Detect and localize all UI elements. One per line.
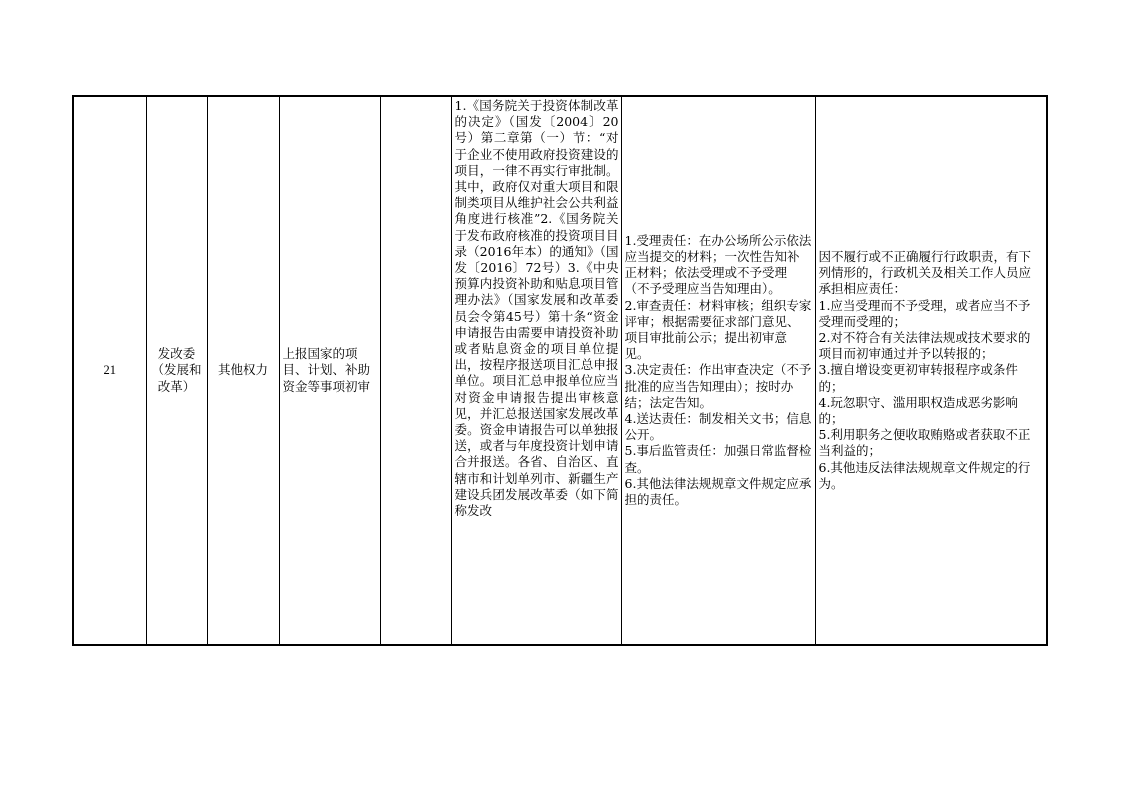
department-name: 发改委（发展和改革） <box>151 346 202 394</box>
row-number-cell <box>73 96 146 645</box>
responsibility-cell <box>621 96 815 645</box>
liability-item: 3.擅自增设变更初审转报程序或条件的； <box>818 362 1018 394</box>
liability-item: 2.对不符合有关法律法规或技术要求的项目而初审通过并予以转报的； <box>818 329 1031 362</box>
department-cell <box>146 96 207 645</box>
legal-basis-text: 1.《国务院关于投资体制改革的决定》（国发〔2004〕20号）第二章第（一）节：“对于企业不使用政府投资建设的项目，一律不再实行审批制。其中，政府仅对重大项目和限制类项目从维护社会公共利益角度进行核准”2.《国务院关于发布政府核准的投资项目目录（2016年本）的通知》（国发〔2016〕72号）3.《中央预算内投资补助和贴息项目管理办法》（国家发展和改革委员会令第45号）第十条“资金申请报告由需要申请投资补助或者贴息资金的项目单位提出，按程序报送项目汇总申报单位。项目汇总申报单位应当对资金申请报告提出审核意见，并汇总报送国家发展改革委。资金申请报告可以单独报送，或者与年度投资计划申请合并报送。各省、自治区、直辖市和计划单列市、新疆生产建设兵团发展改革委（如下简称发改 <box>454 98 619 519</box>
item-name-cell <box>279 96 380 645</box>
liability-item: 6.其他违反法律法规规章文件规定的行为。 <box>818 459 1031 491</box>
liability-cell <box>815 96 1047 645</box>
power-type: 其他权力 <box>217 362 268 378</box>
responsibility-item: 2.审查责任：材料审核；组织专家评审；根据需要征求部门意见、项目审批前公示；提出初审意见。 <box>624 297 812 362</box>
responsibility-item: 3.决定责任：作出审查决定（不予批准的应当告知理由）；按时办结；法定告知。 <box>624 362 812 410</box>
liability-item: 5.利用职务之便收取贿赂或者获取不正当利益的； <box>818 427 1031 459</box>
power-list-table <box>72 95 1048 646</box>
responsibility-item: 5.事后监管责任：加强日常监督检查。 <box>624 443 812 475</box>
liability-item: 1.应当受理而不予受理，或者应当不予受理而受理的； <box>818 297 1031 329</box>
row-number: 21 <box>103 363 116 378</box>
empty-cell <box>380 96 451 645</box>
legal-basis-cell <box>451 96 621 645</box>
power-list-table-page <box>72 95 1046 646</box>
item-name: 上报国家的项目、计划、补助资金等事项初审 <box>282 346 371 394</box>
responsibility-item: 1.受理责任：在办公场所公示依法应当提交的材料；一次性告知补正材料；依法受理或不予受理（不予受理应当告知理由）。 <box>624 232 812 297</box>
table-row <box>73 96 1047 645</box>
responsibility-item: 6.其他法律法规规章文件规定应承担的责任。 <box>624 475 812 508</box>
liability-intro: 因不履行或不正确履行行政职责，有下列情形的，行政机关及相关工作人员应承担相应责任： <box>818 248 1032 297</box>
power-type-cell <box>207 96 279 645</box>
responsibility-item: 4.送达责任：制发相关文书；信息公开。 <box>624 411 812 443</box>
liability-item: 4.玩忽职守、滥用职权造成恶劣影响的； <box>818 394 1018 426</box>
